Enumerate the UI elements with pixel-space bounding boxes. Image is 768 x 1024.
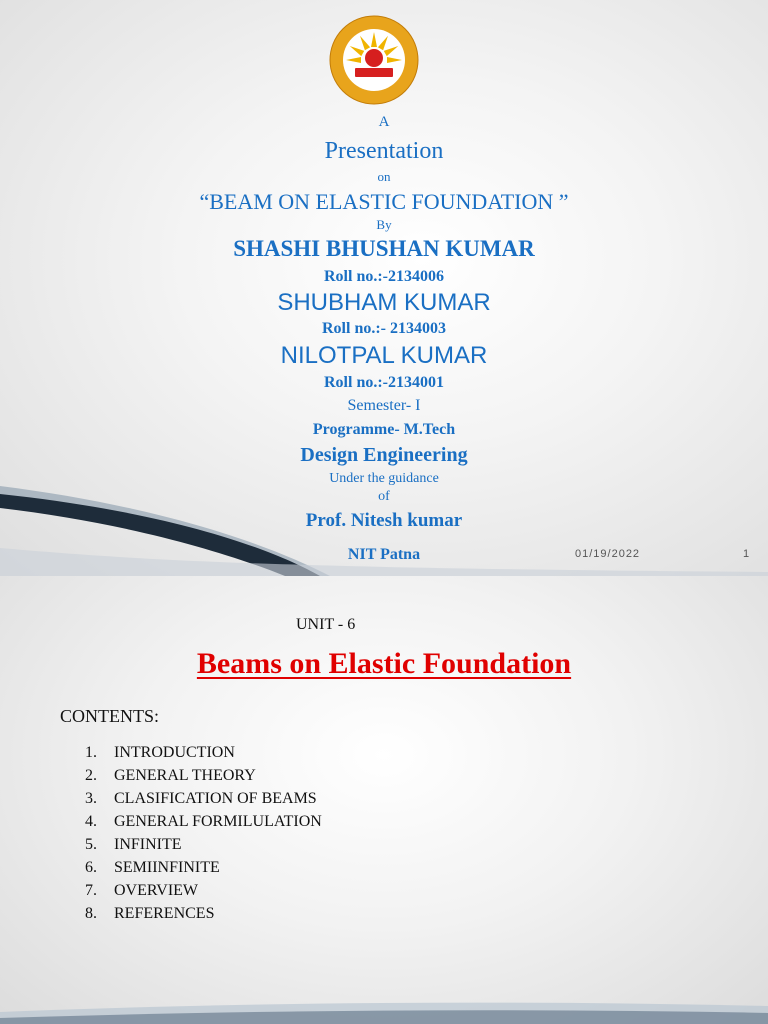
professor-name: Prof. Nitesh kumar — [305, 510, 463, 531]
slide-date: 01/19/2022 — [575, 548, 641, 560]
author-2: SHUBHAM KUMAR — [277, 289, 491, 316]
list-item: 4. GENERAL FORMILULATION — [85, 813, 322, 830]
list-item: 1. INTRODUCTION — [85, 744, 235, 761]
contents-slide — [0, 576, 768, 1024]
list-item: 7. OVERVIEW — [85, 882, 199, 899]
programme: Programme- M.Tech — [312, 421, 456, 438]
institute-name: NIT Patna — [347, 546, 421, 563]
contents-heading: CONTENTS: — [60, 706, 159, 726]
unit-label: UNIT - 6 — [296, 616, 356, 633]
author-1: SHASHI BHUSHAN KUMAR — [233, 236, 535, 261]
guidance-line: Under the guidance — [329, 471, 439, 486]
line-a: A — [378, 114, 390, 130]
author-1-roll: Roll no.:-2134006 — [324, 268, 444, 285]
author-3-roll: Roll no.:-2134001 — [324, 374, 444, 391]
line-by: By — [376, 217, 392, 232]
line-on: on — [377, 169, 391, 184]
slide-number: 1 — [743, 548, 750, 560]
list-item: 5. INFINITE — [85, 836, 182, 853]
author-3: NILOTPAL KUMAR — [280, 342, 488, 369]
author-2-roll: Roll no.:- 2134003 — [322, 320, 446, 337]
of-line: of — [378, 489, 390, 504]
semester: Semester- I — [347, 397, 421, 414]
list-item: 8. REFERENCES — [85, 905, 215, 922]
list-item: 3. CLASIFICATION OF BEAMS — [85, 790, 317, 807]
list-item: 2. GENERAL THEORY — [85, 767, 256, 784]
department: Design Engineering — [300, 444, 468, 466]
nit-patna-logo — [328, 14, 420, 106]
presentation-title: “BEAM ON ELASTIC FOUNDATION ” — [199, 189, 569, 214]
line-presentation: Presentation — [324, 138, 444, 164]
slide-title: Beams on Elastic Foundation — [196, 647, 572, 680]
contents-list — [85, 741, 322, 925]
list-item: 6. SEMIINFINITE — [85, 859, 220, 876]
